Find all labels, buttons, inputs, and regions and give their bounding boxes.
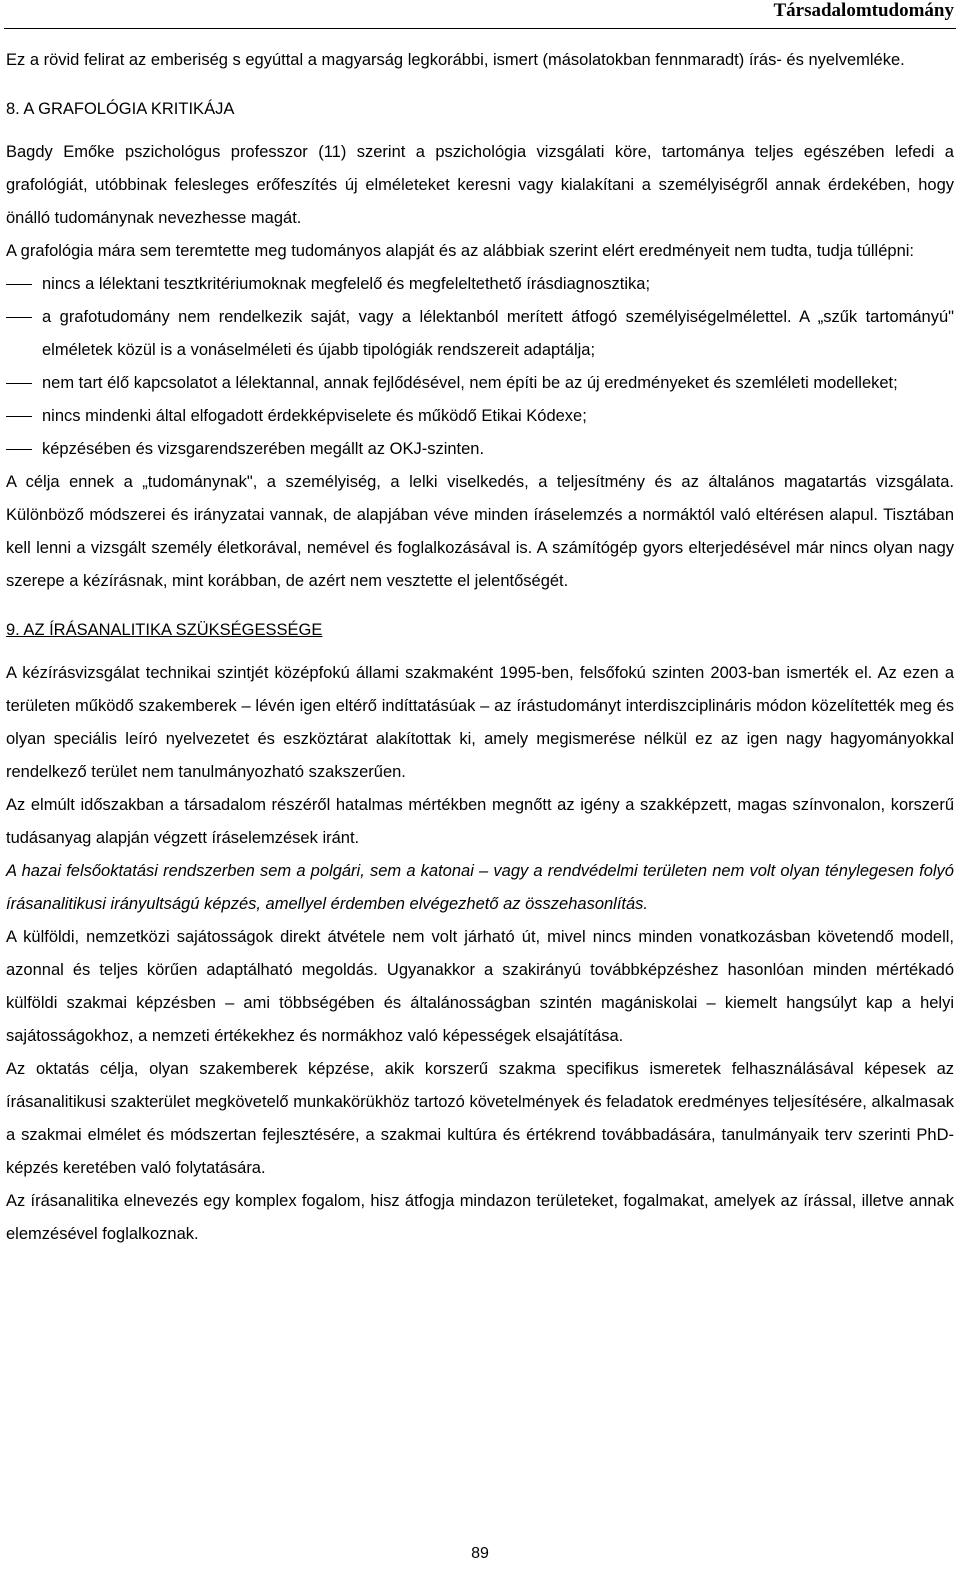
section-8-paragraph-2: A grafológia mára sem teremtette meg tudományos alapját és az alábbiak szerint elért eredményeit nem tudta, tudja túllépni: [6,242,914,260]
list-item: nincs mindenki által elfogadott érdekképviselete és működő Etikai Kódexe; [6,400,954,433]
section-9-paragraph-1: A kézírásvizsgálat technikai szintjét középfokú állami szakmaként 1995-ben, felsőfokú szinten 2003-ban ismerték el. Az ezen a területen működő szakemberek – lévén igen eltérő indíttatásúak – az írástudományt interdiszciplináris módon közelítették meg és olyan speciális leíró nyelvezetet és eszköztárat alakítottak ki, amely megismerése nélkül ez az igen nagy hagyományokkal rendelkező terület nem tanulmányozható szakszerűen. [6,664,954,781]
section-9-paragraph-5: Az oktatás célja, olyan szakemberek képzése, akik korszerű szakma specifikus ismeretek felhasználásával képesek az írásanalitikusi szakterület megkövetelő munkakörükhöz tartozó követelmények és feladatok eredményes teljesítésére, alkalmasak a szakmai elmélet és módszertan fejlesztésére, a szakmai kultúra és értékrend továbbadására, tanulmányaik terv szerinti PhD-képzés keretében való folytatására. [6,1060,954,1177]
section-9-paragraph-6: Az írásanalitika elnevezés egy komplex fogalom, hisz átfogja mindazon területeket, fogalmakat, amelyek az írással, illetve annak elemzésével foglalkoznak. [6,1192,954,1243]
list-item: nem tart élő kapcsolatot a lélektannal, annak fejlődésével, nem építi be az új eredményeket és szemléleti modelleket; [6,367,954,400]
list-item: képzésében és vizsgarendszerében megállt az OKJ-szinten. [6,433,954,466]
section-9-paragraph-2: Az elmúlt időszakban a társadalom részéről hatalmas mértékben megnőtt az igény a szakképzett, magas színvonalon, korszerű tudásanyag alapján végzett íráselemzések iránt. [6,796,954,847]
page-content [6,44,954,1251]
list-item: nincs a lélektani tesztkritériumoknak megfelelő és megfeleltethető írásdiagnosztika; [6,268,954,301]
page-number: 89 [471,1545,489,1562]
list-item: a grafotudomány nem rendelkezik saját, vagy a lélektanból merített átfogó személyiségelmélettel. A „szűk tartományú" elméletek közül is a vonáselméleti és újabb tipológiák rendszereit adaptálja; [6,301,954,367]
header-rule [4,28,956,29]
section-9-paragraph-3: A hazai felsőoktatási rendszerben sem a polgári, sem a katonai – vagy a rendvédelmi területen nem volt olyan ténylegesen folyó írásanalitikusi irányultságú képzés, amellyel érdemben elvégezhető az összehasonlítás. [6,862,954,913]
running-header: Társadalomtudomány [773,0,954,21]
section-8-paragraph-3: A célja ennek a „tudománynak", a személyiség, a lelki viselkedés, a teljesítmény és az általános magatartás vizsgálata. Különböző módszerei és irányzatai vannak, de alapjában véve minden íráselemzés a normáktól való eltérésen alapul. Tisztában kell lenni a vizsgált személy életkorával, nemével és foglalkozásával is. A számítógép gyors elterjedésével már nincs olyan nagy szerepe a kézírásnak, mint korábban, de azért nem vesztette el jelentőségét. [6,473,954,590]
section-8-paragraph-1: Bagdy Emőke pszichológus professzor (11) szerint a pszichológia vizsgálati köre, tartománya teljes egészében lefedi a grafológiát, utóbbinak felesleges erőfeszítés új elméleteket keresni vagy kialakítani a személyiségről annak érdekében, hogy önálló tudománynak nevezhesse magát. [6,143,954,227]
section-9-heading: 9. AZ ÍRÁSANALITIKA SZÜKSÉGESSÉGE [6,621,323,639]
criticism-list [6,268,954,466]
intro-paragraph: Ez a rövid felirat az emberiség s egyúttal a magyarság legkorábbi, ismert (másolatokban fennmaradt) írás- és nyelvemléke. [6,51,905,69]
section-8-heading: 8. A GRAFOLÓGIA KRITIKÁJA [6,100,235,118]
section-9-paragraph-4: A külföldi, nemzetközi sajátosságok direkt átvétele nem volt járható út, mivel nincs minden vonatkozásban követendő modell, azonnal és teljes körűen adaptálható megoldás. Ugyanakkor a szakirányú továbbképzéshez hasonlóan minden mértékadó külföldi szakmai képzésben – ami többségében és általánosságban szintén magániskolai – kiemelt hangsúlyt kap a helyi sajátosságokhoz, a nemzeti értékekhez és normákhoz való képességek elsajátítása. [6,928,954,1045]
